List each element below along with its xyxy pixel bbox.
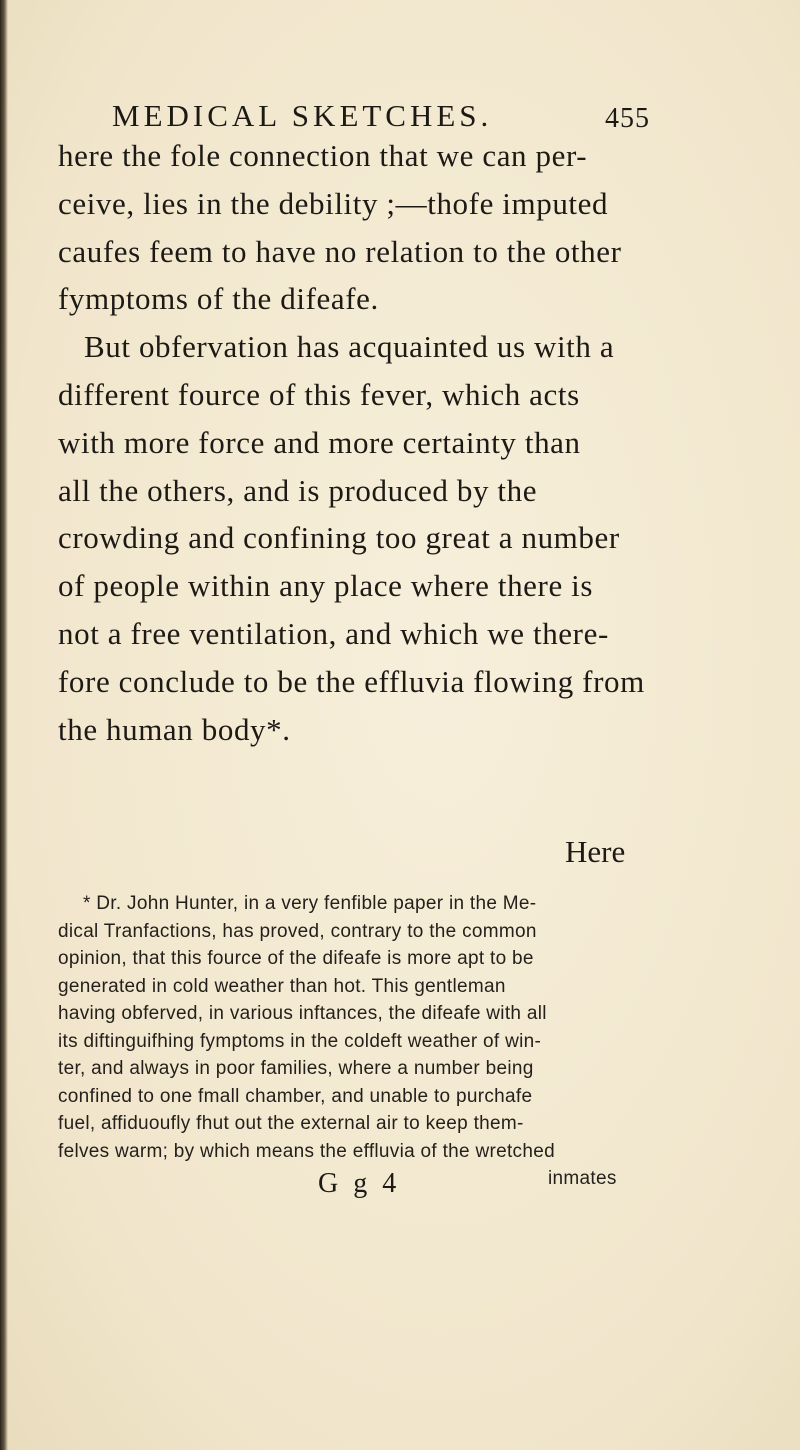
text-line: different fource of this fever, which acts xyxy=(58,376,580,412)
text-line: with more force and more certainty than xyxy=(58,424,581,460)
running-header: MEDICAL SKETCHES. xyxy=(112,98,493,133)
text-line: caufes feem to have no relation to the other xyxy=(58,233,622,269)
text-line: fymptoms of the difeafe. xyxy=(58,281,379,317)
footnote-line: ter, and always in poor families, where a number being xyxy=(58,1058,534,1079)
text-line: ceive, lies in the debility ;—thofe imputed xyxy=(58,185,609,221)
footnote-line: opinion, that this fource of the difeafe is more apt to be xyxy=(58,948,534,969)
text-line: all the others, and is produced by the xyxy=(58,472,538,508)
text-line: not a free ventilation, and which we there- xyxy=(58,615,609,651)
footnote-line: having obferved, in various inftances, the difeafe with all xyxy=(58,1003,547,1024)
footnote-line: its diftinguifhing fymptoms in the coldeft weather of win- xyxy=(58,1030,542,1052)
paragraph-start-line: But obfervation has acquainted us with a xyxy=(84,329,615,365)
signature-mark: G g 4 xyxy=(318,1168,401,1199)
footnote xyxy=(58,890,648,1193)
footnote-line: * Dr. John Hunter, in a very fenfible paper in the Me- xyxy=(83,893,537,914)
footnote-line: generated in cold weather than hot. This gentleman xyxy=(58,975,506,997)
footnote-catchword: inmates xyxy=(548,1168,617,1189)
text-line: of people within any place where there is xyxy=(58,568,594,604)
text-line: fore conclude to be the effluvia flowing from xyxy=(58,663,645,699)
footnote-line: dical Tranfactions, has proved, contrary to the common xyxy=(58,920,537,942)
main-text xyxy=(58,132,645,753)
text-line: here the fole connection that we can per- xyxy=(58,138,588,173)
catchword: Here xyxy=(565,834,626,869)
page-binding-edge xyxy=(0,0,8,1450)
footnote-line: fuel, affiduoufly fhut out the external air to keep them- xyxy=(58,1113,524,1134)
footnote-line: confined to one fmall chamber, and unable to purchafe xyxy=(58,1085,533,1107)
footnote-line: felves warm; by which means the effluvia of the wretched xyxy=(58,1140,555,1162)
text-line: crowding and confining too great a number xyxy=(58,520,620,556)
text-line: the human body*. xyxy=(58,711,291,747)
page-number: 455 xyxy=(605,103,650,134)
